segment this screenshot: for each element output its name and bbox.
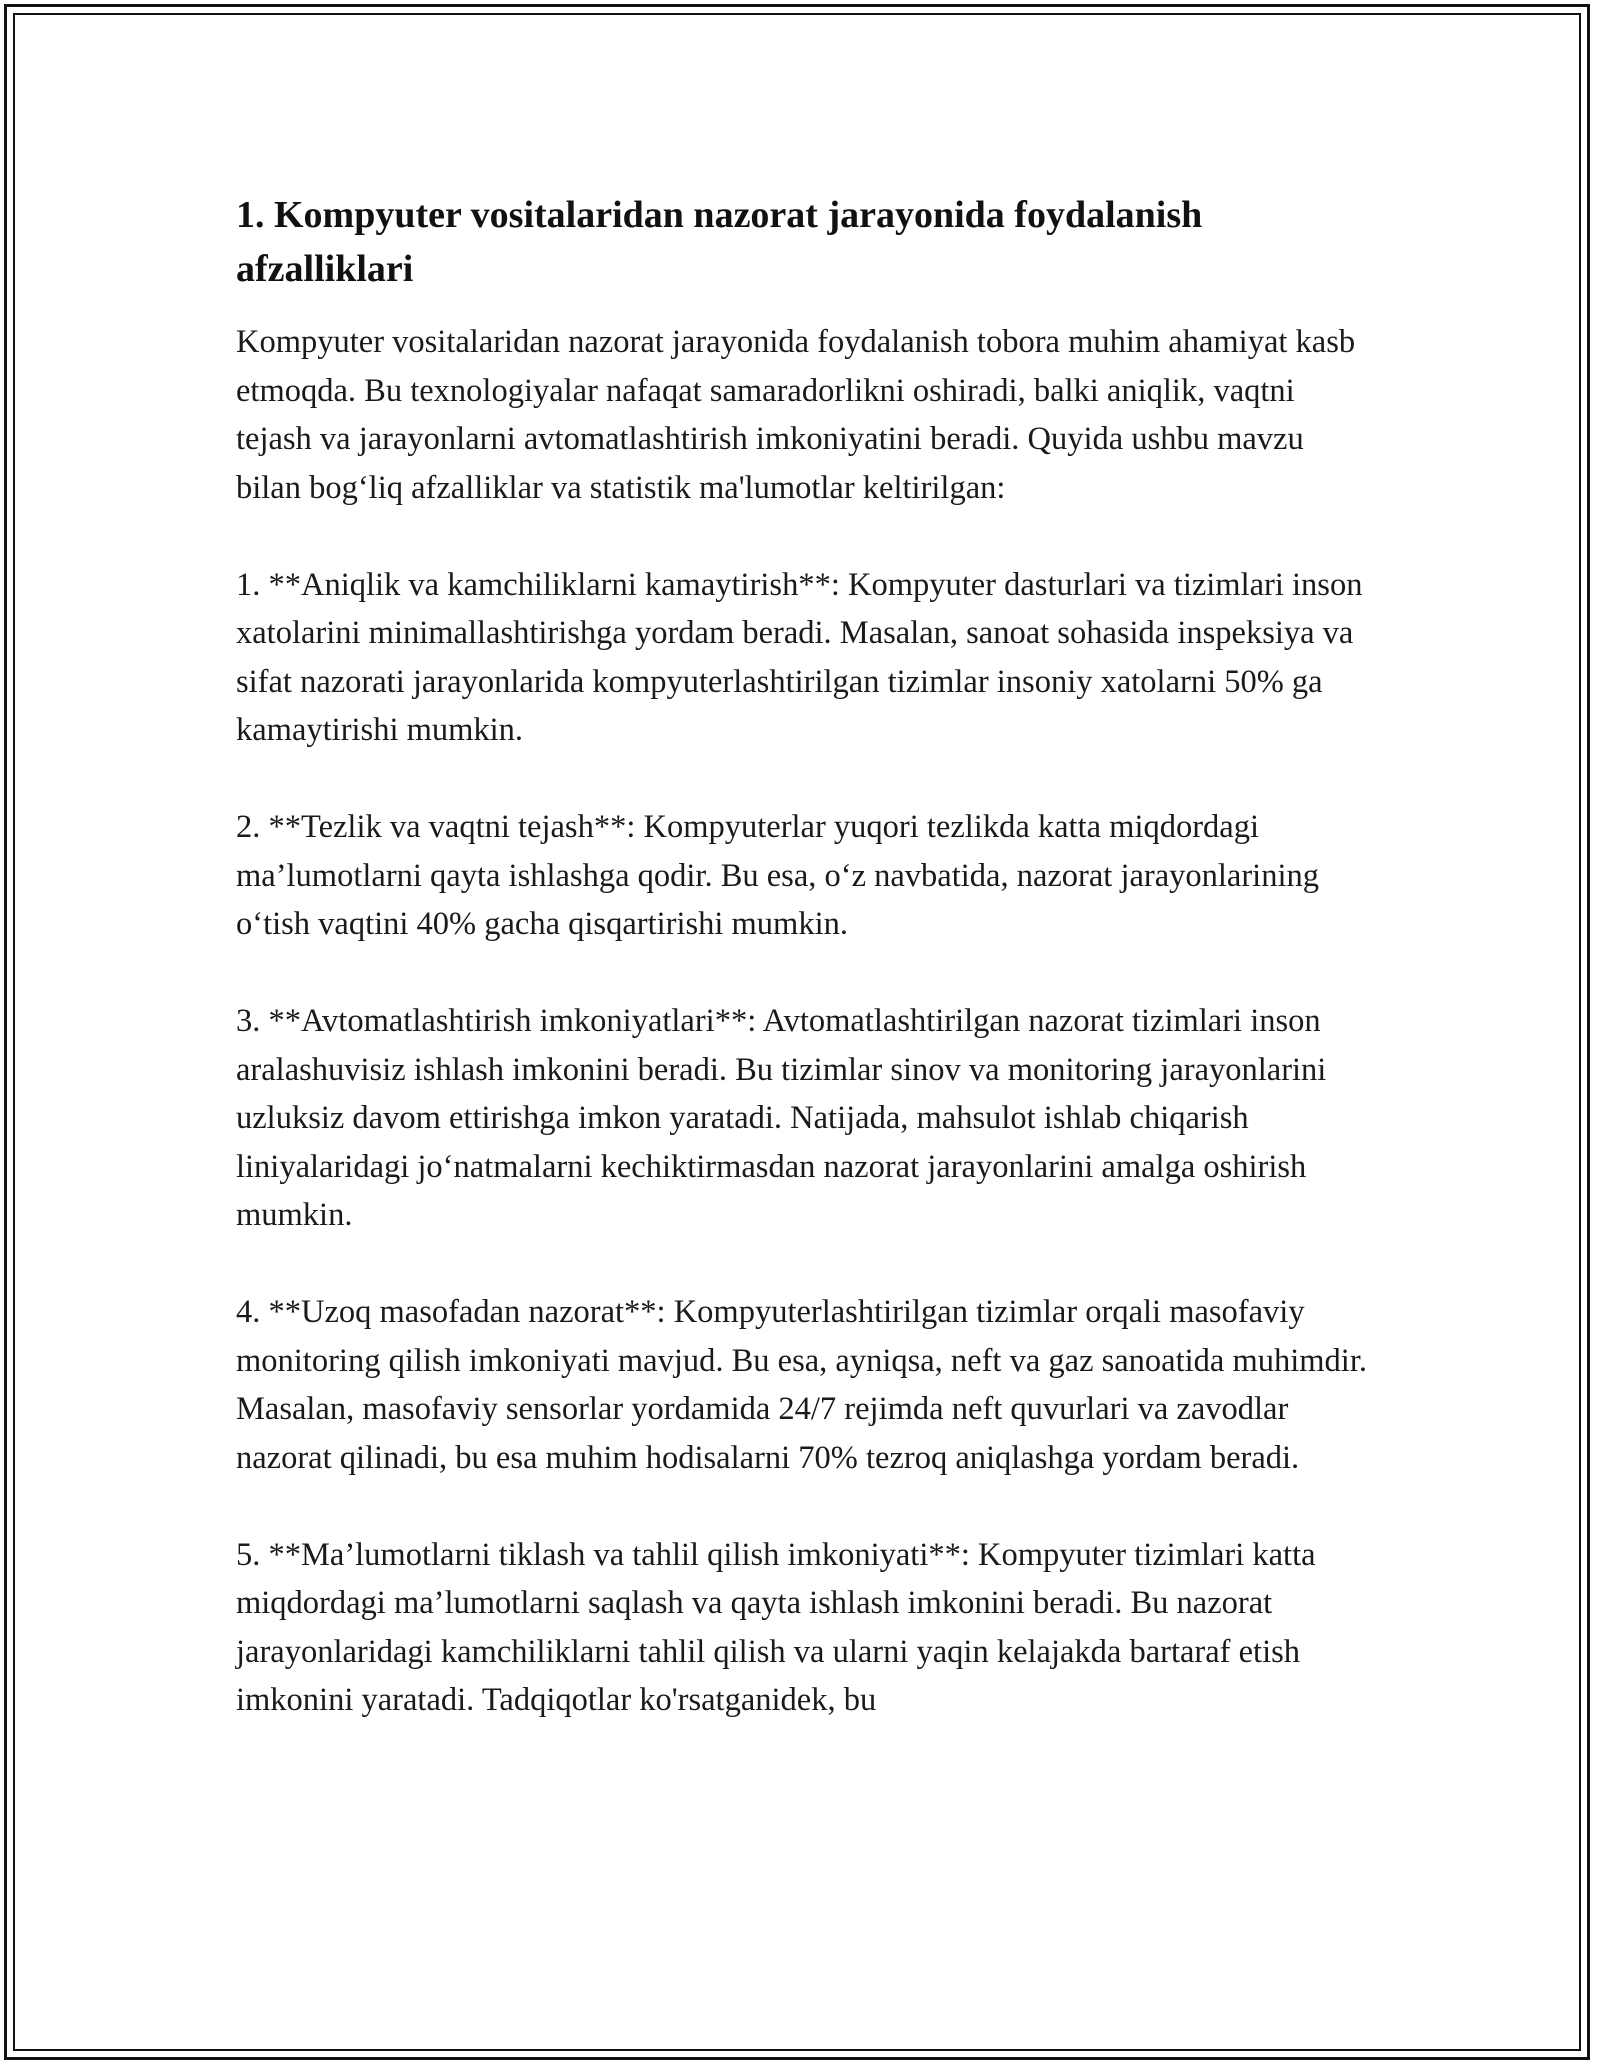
list-item-automation: 3. **Avtomatlashtirish imkoniyatlari**: Avtomatlashtirilgan nazorat tizimlari inson aralashuvisiz ishlash imkonini beradi. Bu tizimlar sinov va monitoring jarayonlarini uzluksiz davom ettirishga imkon yaratadi. Natijada, mahsulot ishlab chiqarish liniyalaridagi jo‘natmalarni kechiktirmasdan nazorat jarayonlarini amalga oshirish mumkin. [236, 1003, 1327, 1233]
intro-paragraph: Kompyuter vositalaridan nazorat jarayonida foydalanish tobora muhim ahamiyat kasb etmoqda. Bu texnologiyalar nafaqat samaradorlikni oshiradi, balki aniqlik, vaqtni tejash va jarayonlarni avtomatlashtirish imkoniyatini beradi. Quyida ushbu mavzu bilan bog‘liq afzalliklar va statistik ma'lumotlar keltirilgan: [236, 324, 1356, 506]
section-heading: 1. Kompyuter vositalaridan nazorat jarayonida foydalanish afzalliklari [236, 194, 1203, 290]
document-body [236, 188, 1376, 1773]
list-item-accuracy: 1. **Aniqlik va kamchiliklarni kamaytirish**: Kompyuter dasturlari va tizimlari inson xatolarini minimallashtirishga yordam beradi. Masalan, sanoat sohasida inspeksiya va sifat nazorati jarayonlarida kompyuterlashtirilgan tizimlar insoniy xatolarni 50% ga kamaytirishi mumkin. [236, 566, 1363, 748]
list-item-remote-control: 4. **Uzoq masofadan nazorat**: Kompyuterlashtirilgan tizimlar orqali masofaviy monitoring qilish imkoniyati mavjud. Bu esa, ayniqsa, neft va gaz sanoatida muhimdir. Masalan, masofaviy sensorlar yordamida 24/7 rejimda neft quvurlari va zavodlar nazorat qilinadi, bu esa muhim hodisalarni 70% tezroq aniqlashga yordam beradi. [236, 1294, 1367, 1476]
list-item-data-analysis: 5. **Ma’lumotlarni tiklash va tahlil qilish imkoniyati**: Kompyuter tizimlari katta miqdordagi ma’lumotlarni saqlash va qayta ishlash imkonini beradi. Bu nazorat jarayonlaridagi kamchiliklarni tahlil qilish va ularni yaqin kelajakda bartaraf etish imkonini yaratadi. Tadqiqotlar ko'rsatganidek, bu [236, 1536, 1316, 1718]
list-item-speed: 2. **Tezlik va vaqtni tejash**: Kompyuterlar yuqori tezlikda katta miqdordagi ma’lumotlarni qayta ishlashga qodir. Bu esa, o‘z navbatida, nazorat jarayonlarining o‘tish vaqtini 40% gacha qisqartirishi mumkin. [236, 809, 1319, 942]
